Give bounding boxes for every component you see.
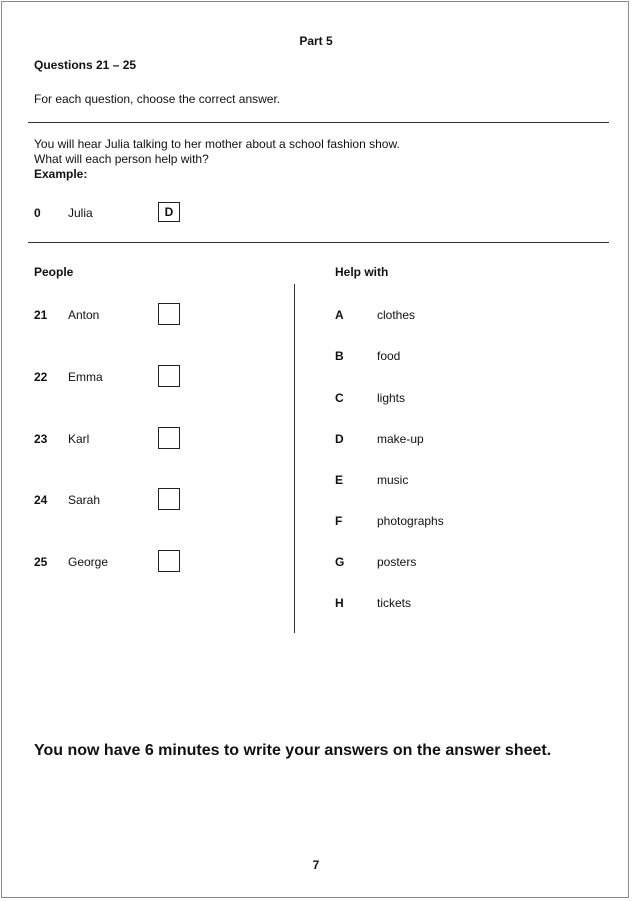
answer-box-25[interactable] [158, 550, 180, 572]
person-name-george: George [68, 555, 109, 569]
person-name-sarah: Sarah [68, 493, 101, 507]
instruction-text: For each question, choose the correct answer. [34, 92, 281, 106]
part-title: Part 5 [299, 34, 333, 48]
help-with-header: Help with [335, 265, 389, 279]
option-text-photographs: photographs [377, 514, 444, 528]
example-label: Example: [34, 167, 88, 181]
example-answer-box: D [158, 202, 180, 222]
option-text-posters: posters [377, 555, 417, 569]
option-text-clothes: clothes [377, 308, 416, 322]
question-number-21: 21 [34, 308, 48, 322]
page-frame [1, 1, 629, 898]
page-number: 7 [312, 858, 320, 872]
option-letter-h: H [335, 596, 344, 610]
person-name-karl: Karl [68, 432, 90, 446]
option-text-make-up: make-up [377, 432, 424, 446]
divider-top [28, 122, 609, 123]
context-line-2: What will each person help with? [34, 152, 209, 166]
question-number-24: 24 [34, 493, 48, 507]
divider-middle [28, 242, 609, 243]
column-divider [294, 284, 295, 633]
option-letter-f: F [335, 514, 343, 528]
person-name-emma: Emma [68, 370, 103, 384]
time-instruction: You now have 6 minutes to write your answers on the answer sheet. [34, 742, 552, 759]
question-number-25: 25 [34, 555, 48, 569]
person-name-anton: Anton [68, 308, 100, 322]
option-text-music: music [377, 473, 409, 487]
option-letter-g: G [335, 555, 345, 569]
answer-box-22[interactable] [158, 365, 180, 387]
answer-box-21[interactable] [158, 303, 180, 325]
option-letter-e: E [335, 473, 344, 487]
option-text-lights: lights [377, 391, 406, 405]
option-text-tickets: tickets [377, 596, 412, 610]
question-number-22: 22 [34, 370, 48, 384]
answer-box-24[interactable] [158, 488, 180, 510]
option-letter-b: B [335, 349, 344, 363]
questions-range: Questions 21 – 25 [34, 58, 137, 72]
example-number: 0 [34, 206, 41, 220]
example-name: Julia [68, 206, 93, 220]
answer-box-23[interactable] [158, 427, 180, 449]
option-letter-a: A [335, 308, 344, 322]
option-letter-c: C [335, 391, 344, 405]
option-text-food: food [377, 349, 401, 363]
people-header: People [34, 265, 74, 279]
question-number-23: 23 [34, 432, 48, 446]
context-line-1: You will hear Julia talking to her mother about a school fashion show. [34, 137, 400, 151]
option-letter-d: D [335, 432, 344, 446]
